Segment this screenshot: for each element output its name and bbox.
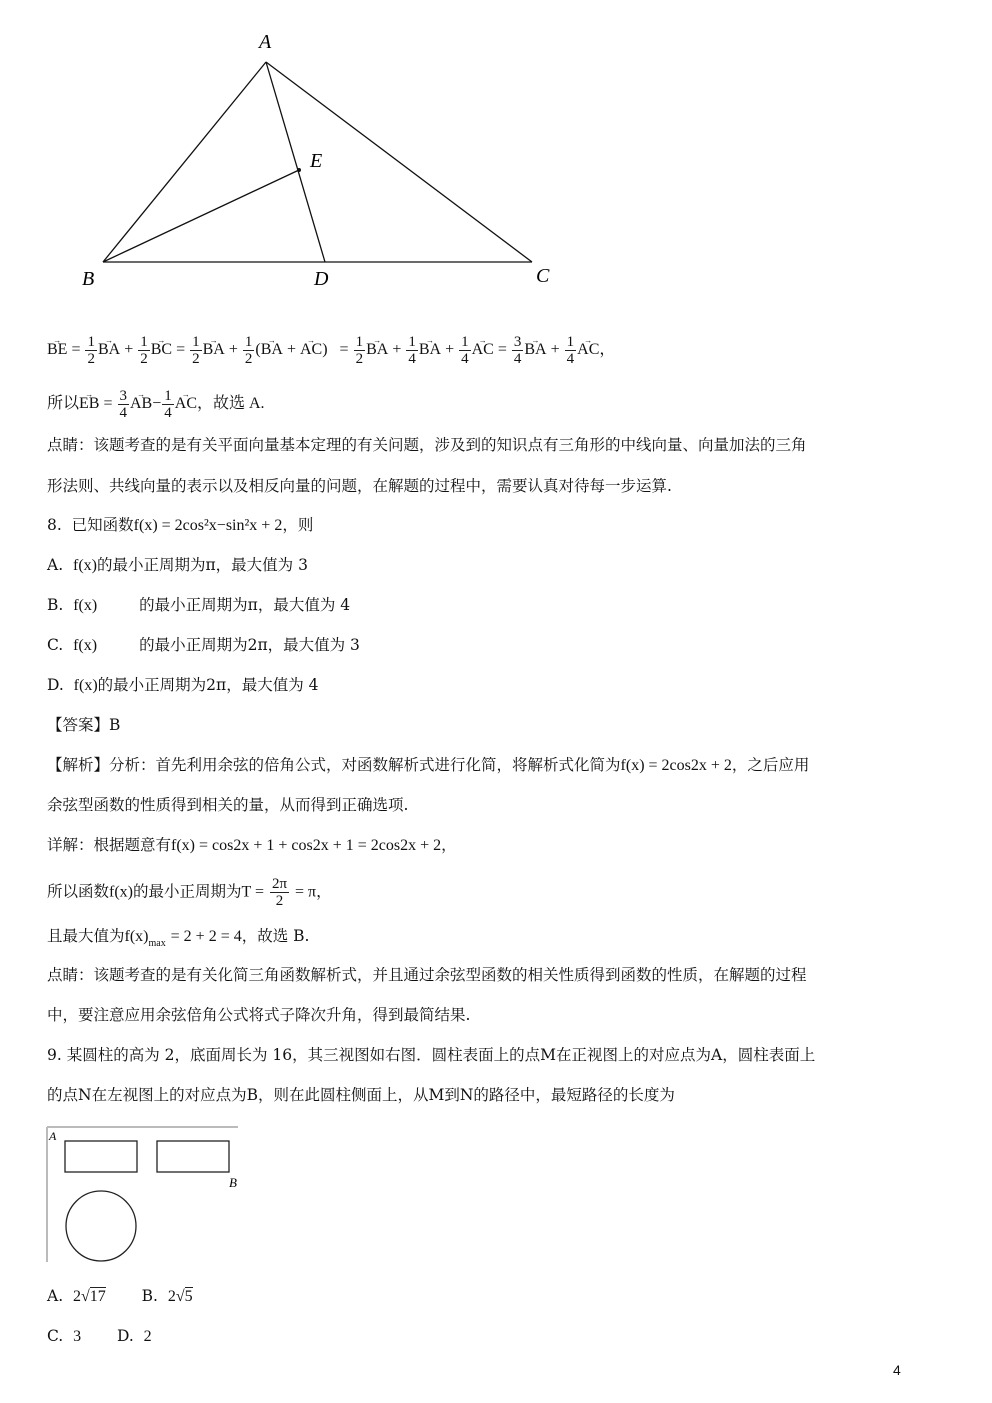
q8-comment-line-2: 中，要注意应用余弦倍角公式将式子降次升角，得到最简结果. (47, 1006, 471, 1024)
q8-max: 且最大值为$f(x)_{max} = 2 + 2 = 4$，故选 B. (47, 927, 310, 949)
segment-ac (266, 62, 532, 262)
q9-options-row-2 (47, 1326, 152, 1347)
segment-be (103, 170, 299, 262)
q8-analysis-line-2: 余弦型函数的性质得到相关的量，从而得到正确选项. (47, 796, 409, 814)
label-e: E (310, 150, 323, 172)
q8-stem: 8. 已知函数f(x) = 2cos²x−sin²x + 2，则 (47, 516, 314, 534)
q9-option-c[interactable]: C. 3 (47, 1327, 82, 1345)
q8-option-b[interactable]: B. f(x) 的最小正周期为π，最大值为 4 (47, 596, 351, 614)
q8-comment-line-1: 点睛：该题考查的是有关化简三角函数解析式，并且通过余弦型函数的相关性质得到函数的性质，在解题的过程 (47, 966, 807, 984)
derivation-line-1: → BE = $\frac{1}{2}$ → BA + $\frac{1}{2}$ → BC = $\frac{1}{2}$ → BA + $\frac{1}{2}$ (→ BA + → AC) = $\frac{1}{2}$ → BA + $\frac{1}{4}$ → BA + $\frac{1}{4}$ → AC = $\frac{3}{4}$ → BA + $\frac{1}{4}$ → AC， (47, 334, 615, 367)
label-c: C (536, 265, 550, 287)
q8-analysis-line-1: 【解析】分析：首先利用余弦的倍角公式，对函数解析式进行化简，将解析式化简为f(x) = 2cos2x + 2，之后应用 (47, 756, 810, 774)
label-a: A (259, 31, 272, 53)
page-number: 4 (893, 1362, 901, 1378)
label-a-3view: A (49, 1129, 57, 1143)
comment-7-line-2: 形法则、共线向量的表示以及相反向量的问题，在解题的过程中，需要认真对待每一步运算. (47, 477, 672, 495)
point-e (297, 168, 301, 172)
comment-7-line-1: 点睛：该题考查的是有关平面向量基本定理的有关问题，涉及到的知识点有三角形的中线向量、向量加法的三角 (47, 436, 807, 454)
q9-stem-line-1: 9. 某圆柱的高为 2，底面周长为 16，其三视图如右图．圆柱表面上的点M在正视图上的对应点为A，圆柱表面上 (47, 1046, 816, 1064)
vec-be: → BE (47, 340, 67, 360)
label-d: D (314, 268, 329, 290)
q8-detail: 详解：根据题意有f(x) = cos2x + 1 + cos2x + 1 = 2cos2x + 2， (47, 836, 457, 854)
label-b: B (82, 268, 95, 290)
q9-option-d[interactable]: D. 2 (116, 1327, 152, 1345)
q8-option-a[interactable]: A. f(x)的最小正周期为π，最大值为 3 (47, 556, 308, 574)
q8-period: 所以函数f(x)的最小正周期为T = $\frac{2\pi}{2}$ = π， (47, 876, 332, 909)
front-view-rect (65, 1141, 137, 1172)
segment-ab (103, 62, 266, 262)
q9-options-row-1 (47, 1286, 193, 1307)
q9-option-a[interactable]: A. 2√17 (47, 1287, 106, 1305)
derivation-line-2: 所以→ EB = $\frac{3}{4}$ → AB− $\frac{1}{4}$ → AC，故选 A. (47, 388, 265, 421)
q8-option-d[interactable]: D. f(x)的最小正周期为2π，最大值为 4 (47, 676, 319, 694)
q8-option-c[interactable]: C. f(x) 的最小正周期为2π，最大值为 3 (47, 636, 360, 654)
q9-option-b[interactable]: B. 2√5 (141, 1287, 193, 1305)
label-b-3view: B (229, 1175, 237, 1190)
triangle-figure (0, 0, 600, 300)
q9-stem-line-2: 的点N在左视图上的对应点为B，则在此圆柱侧面上，从M到N的路径中，最短路径的长度为 (47, 1086, 675, 1104)
top-view-circle (66, 1191, 136, 1261)
three-view-figure (40, 1120, 260, 1270)
q8-answer: 【答案】B (47, 716, 121, 734)
side-view-rect (157, 1141, 229, 1172)
